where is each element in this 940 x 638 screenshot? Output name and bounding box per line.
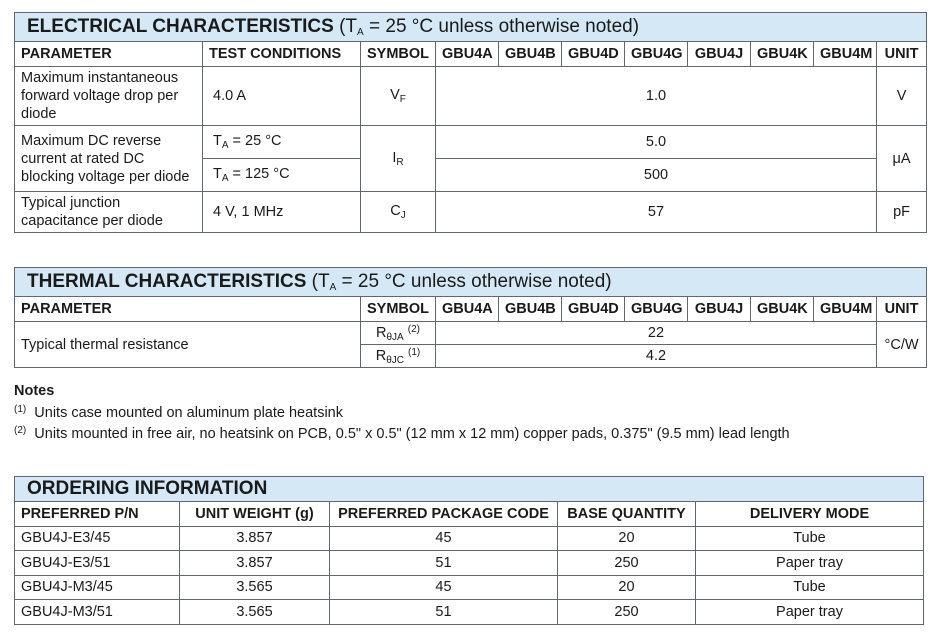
cond-ta-125: $T_A = 125$ °C xyxy=(203,159,361,192)
note-1: $^{(1)}$ Units case mounted on aluminum plate heatsink xyxy=(14,404,343,421)
header-part: GBU4K xyxy=(751,42,814,67)
cell-base-quantity: 250 xyxy=(558,551,696,576)
header-unit-weight: UNIT WEIGHT (g) xyxy=(180,501,330,526)
table-row xyxy=(15,600,924,625)
param-reverse-current: Maximum DC reverse current at rated DC blocking voltage per diode xyxy=(15,126,203,192)
cell-base-quantity: 250 xyxy=(558,600,696,625)
cell-weight: 3.857 xyxy=(180,526,330,551)
header-part: GBU4G xyxy=(625,42,688,67)
ordering-information-table xyxy=(14,476,924,625)
header-unit: UNIT xyxy=(877,297,927,322)
cell-package-code: 51 xyxy=(330,551,558,576)
value-ir-125: 500 xyxy=(436,159,877,192)
header-part: GBU4A xyxy=(436,297,499,322)
cell-delivery-mode: Paper tray xyxy=(696,600,924,625)
cell-delivery-mode: Paper tray xyxy=(696,551,924,576)
header-part: GBU4D xyxy=(562,297,625,322)
param-forward-voltage: Maximum instantaneous forward voltage drop per diode xyxy=(15,67,203,126)
value-forward-voltage: 1.0 xyxy=(436,67,877,126)
value-ir-25: 5.0 xyxy=(436,126,877,159)
cell-base-quantity: 20 xyxy=(558,526,696,551)
thermal-title: THERMAL CHARACTERISTICS ($T_A = 25$ °C unless otherwise noted) xyxy=(15,268,927,297)
header-part: GBU4G xyxy=(625,297,688,322)
header-part: GBU4J xyxy=(688,297,751,322)
cell-weight: 3.565 xyxy=(180,600,330,625)
ordering-title: ORDERING INFORMATION xyxy=(15,477,924,502)
symbol-vf: $V_F$ xyxy=(361,67,436,126)
cell-weight: 3.565 xyxy=(180,575,330,600)
header-part: GBU4M xyxy=(814,42,877,67)
unit-forward-voltage: V xyxy=(877,67,927,126)
unit-junction-capacitance: pF xyxy=(877,192,927,233)
table-row xyxy=(15,551,924,576)
header-part: GBU4M xyxy=(814,297,877,322)
symbol-rthjc: $R_{\theta JC}$ $^{(1)}$ xyxy=(361,345,436,368)
cell-package-code: 51 xyxy=(330,600,558,625)
unit-thermal-resistance: °C/W xyxy=(877,322,927,368)
cell-base-quantity: 20 xyxy=(558,575,696,600)
cell-package-code: 45 xyxy=(330,526,558,551)
header-parameter: PARAMETER xyxy=(15,297,361,322)
header-package-code: PREFERRED PACKAGE CODE xyxy=(330,501,558,526)
cell-pn: GBU4J-M3/45 xyxy=(15,575,180,600)
electrical-characteristics-table xyxy=(14,12,927,233)
cell-weight: 3.857 xyxy=(180,551,330,576)
thermal-characteristics-table xyxy=(14,267,927,368)
symbol-ir: $I_R$ xyxy=(361,126,436,192)
cell-delivery-mode: Tube xyxy=(696,526,924,551)
header-unit: UNIT xyxy=(877,42,927,67)
symbol-rthja: $R_{\theta JA}$ $^{(2)}$ xyxy=(361,322,436,345)
param-junction-capacitance: Typical junction capacitance per diode xyxy=(15,192,203,233)
cond-forward-voltage: 4.0 A xyxy=(203,67,361,126)
value-rthjc: 4.2 xyxy=(436,345,877,368)
header-part: GBU4J xyxy=(688,42,751,67)
cell-package-code: 45 xyxy=(330,575,558,600)
symbol-cj: $C_J$ xyxy=(361,192,436,233)
header-part: GBU4B xyxy=(499,42,562,67)
value-junction-capacitance: 57 xyxy=(436,192,877,233)
cell-delivery-mode: Tube xyxy=(696,575,924,600)
cond-junction-capacitance: 4 V, 1 MHz xyxy=(203,192,361,233)
cond-ta-25: $T_A = 25$ °C xyxy=(203,126,361,159)
header-symbol: SYMBOL xyxy=(361,42,436,67)
cell-pn: GBU4J-M3/51 xyxy=(15,600,180,625)
header-part: GBU4A xyxy=(436,42,499,67)
header-part: GBU4B xyxy=(499,297,562,322)
table-row xyxy=(15,575,924,600)
table-row xyxy=(15,526,924,551)
header-part: GBU4D xyxy=(562,42,625,67)
cell-pn: GBU4J-E3/51 xyxy=(15,551,180,576)
header-part: GBU4K xyxy=(751,297,814,322)
note-2: $^{(2)}$ Units mounted in free air, no heatsink on PCB, 0.5" x 0.5" (12 mm x 12 mm) copper pads, 0.375" (9.5 mm) lead length xyxy=(14,425,790,442)
unit-reverse-current: μA xyxy=(877,126,927,192)
value-rthja: 22 xyxy=(436,322,877,345)
header-symbol: SYMBOL xyxy=(361,297,436,322)
cell-pn: GBU4J-E3/45 xyxy=(15,526,180,551)
notes-title: Notes xyxy=(14,383,55,399)
header-base-quantity: BASE QUANTITY xyxy=(558,501,696,526)
param-thermal-resistance: Typical thermal resistance xyxy=(15,322,361,368)
header-preferred-pn: PREFERRED P/N xyxy=(15,501,180,526)
header-parameter: PARAMETER xyxy=(15,42,203,67)
header-delivery-mode: DELIVERY MODE xyxy=(696,501,924,526)
electrical-title: ELECTRICAL CHARACTERISTICS ($T_A = 25$ °C unless otherwise noted) xyxy=(15,13,927,42)
header-test-conditions: TEST CONDITIONS xyxy=(203,42,361,67)
